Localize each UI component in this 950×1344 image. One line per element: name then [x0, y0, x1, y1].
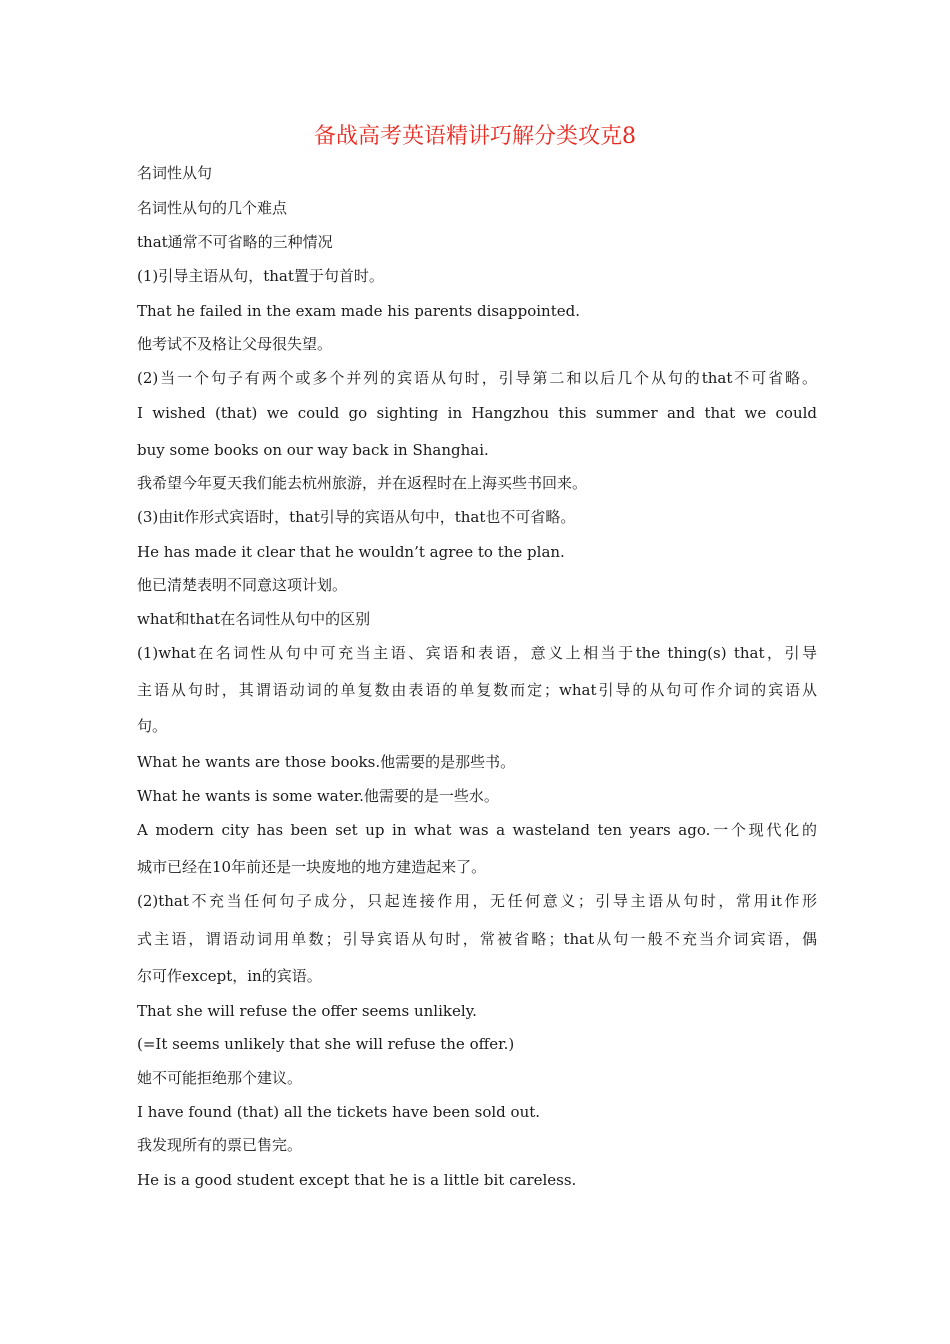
rule-text: 式主语，谓语动词用单数；引导宾语从句时，常被省略；that从句一般不充当介词宾语，偶	[137, 930, 817, 948]
rule-text: 尔可作except，in的宾语。	[137, 967, 322, 985]
translation-text: 他考试不及格让父母很失望。	[137, 335, 333, 353]
translation-text: 他已清楚表明不同意这项计划。	[137, 576, 348, 594]
translation-text: 我希望今年夏天我们能去杭州旅游，并在返程时在上海买些书回来。	[137, 474, 588, 492]
translation-text: 她不可能拒绝那个建议。	[137, 1069, 303, 1087]
section-heading: 名词性从句	[137, 164, 213, 182]
rule-text: (1)what在名词性从句中可充当主语、宾语和表语，意义上相当于the thing(s) that，引导	[137, 644, 817, 662]
translation-text: 我发现所有的票已售完。	[137, 1136, 303, 1154]
example-sentence: buy some books on our way back in Shanghai.	[137, 441, 489, 459]
topic-heading: that通常不可省略的三种情况	[137, 233, 333, 251]
example-sentence: What he wants are those books.他需要的是那些书。	[137, 753, 516, 771]
translation-text: 城市已经在10年前还是一块废地的地方建造起来了。	[137, 858, 487, 876]
rule-text: 句。	[137, 717, 168, 735]
document-title: 备战高考英语精讲巧解分类攻克8	[314, 124, 636, 149]
rule-text: 主语从句时，其谓语动词的单复数由表语的单复数而定；what引导的从句可作介词的宾语从	[137, 681, 817, 699]
example-sentence: I have found (that) all the tickets have been sold out.	[137, 1103, 541, 1121]
example-sentence: I wished (that) we could go sighting in Hangzhou this summer and that we could	[137, 404, 817, 422]
subsection-heading: 名词性从句的几个难点	[137, 199, 288, 217]
example-sentence: That she will refuse the offer seems unlikely.	[137, 1002, 477, 1020]
rule-text: (1)引导主语从句，that置于句首时。	[137, 267, 384, 285]
example-sentence: A modern city has been set up in what was a wasteland ten years ago.一个现代化的	[137, 821, 817, 839]
example-sentence: He is a good student except that he is a little bit careless.	[137, 1171, 577, 1189]
example-sentence: What he wants is some water.他需要的是一些水。	[137, 787, 499, 805]
example-sentence: That he failed in the exam made his parents disappointed.	[137, 302, 580, 320]
topic-heading: what和that在名词性从句中的区别	[137, 610, 371, 628]
rule-text: (2)当一个句子有两个或多个并列的宾语从句时，引导第二和以后几个从句的that不可省略。	[137, 369, 817, 387]
rule-text: (2)that不充当任何句子成分，只起连接作用，无任何意义；引导主语从句时，常用it作形	[137, 892, 817, 910]
example-sentence: He has made it clear that he wouldn’t agree to the plan.	[137, 543, 565, 561]
example-sentence: (=It seems unlikely that she will refuse the offer.)	[137, 1035, 515, 1053]
rule-text: (3)由it作形式宾语时，that引导的宾语从句中，that也不可省略。	[137, 508, 576, 526]
